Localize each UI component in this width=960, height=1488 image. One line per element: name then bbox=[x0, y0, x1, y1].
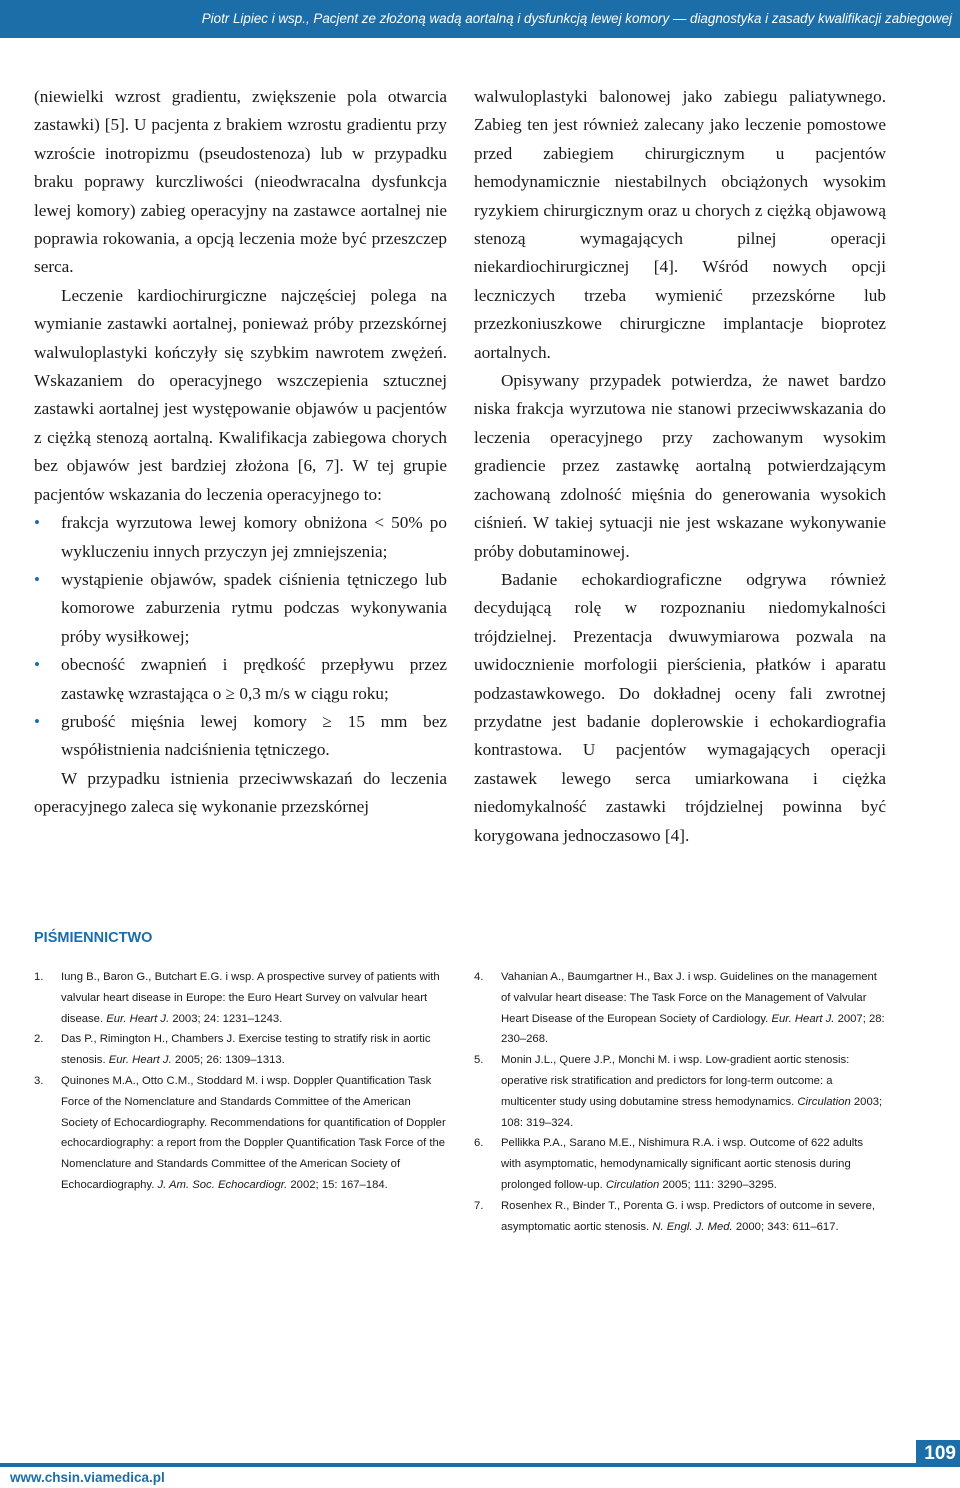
reference-number: 5. bbox=[474, 1054, 484, 1067]
reference-number: 1. bbox=[34, 971, 44, 983]
reference-text: Rosenhex R., Binder T., Porenta G. i wsp. Predictors of outcome in severe, asymptomatic aortic stenosis. bbox=[501, 1199, 876, 1233]
header-authors: Piotr Lipiec i wsp. bbox=[201, 11, 306, 26]
footer-divider bbox=[0, 1463, 916, 1467]
reference-text: Vahanian A., Baumgartner H., Bax J. i wsp. Guidelines on the management of valvular heart disease: The Task Force on the Management of Valvular Heart Disease of the European Society of Cardiology. bbox=[501, 971, 877, 1025]
reference-number: 6. bbox=[474, 1137, 484, 1150]
reference-text: Quinones M.A., Otto C.M., Stoddard M. i wsp. Doppler Quantification Task Force of the Nomenclature and Standards Committee of the American Society of Echocardiography. Recommendations for quantification of Doppler echocardiography: a report from the Doppler Quantification Task Force of the Nomenclature and Standards Committee of the American Society of Echocardiography. bbox=[61, 1074, 446, 1191]
list-item: • frakcja wyrzutowa lewej komory obniżona < 50% po wykluczeniu innych przyczyn jej zmniejszenia; bbox=[34, 509, 447, 566]
running-header bbox=[0, 0, 960, 38]
paragraph: Badanie echokardiograficzne odgrywa również decydującą rolę w rozpoznaniu niedomykalności trójdzielnej. Prezentacja dwuwymiarowa pozwala na uwidocznienie morfologii pierścienia, płatków i aparatu podzastawkowego. Do dokładnej oceny fali zwrotnej przydatne jest badanie doplerowskie i echokardiografia kontrastowa. U pacjentów wymagających operacji zastawek lewego serca umiarkowana i ciężka niedomykalność zastawki trójdzielnej powinna być korygowana jednoczasowo [4]. bbox=[474, 569, 886, 845]
reference-item bbox=[34, 967, 448, 1029]
reference-item bbox=[474, 1133, 886, 1195]
paragraph: Opisywany przypadek potwierdza, że nawet bardzo niska frakcja wyrzutowa nie stanowi przeciwwskazania do leczenia operacyjnego przy zachowanym wysokim gradiencie przez zastawkę aortalną potwierdzającym zachowaną zdolność mięśnia do generowania wysokich ciśnień. W takiej sytuacji nie jest wskazane wykonywanie próby dobutaminowej. bbox=[474, 371, 886, 561]
reference-details: 2000; 343: 611–617. bbox=[732, 1220, 839, 1233]
reference-number: 3. bbox=[34, 1074, 44, 1087]
reference-journal: Circulation bbox=[605, 1178, 660, 1191]
list-item: • obecność zwapnień i prędkość przepływu przez zastawkę wzrastająca o ≥ 0,3 m/s w ciągu roku; bbox=[34, 651, 447, 708]
reference-details: 2005; 111: 3290–3295. bbox=[659, 1178, 777, 1191]
paragraph: W przypadku istnienia przeciwwskazań do leczenia operacyjnego zaleca się wykonanie przezskórnej bbox=[34, 768, 447, 817]
reference-journal: Eur. Heart J. bbox=[771, 1012, 835, 1025]
right-column bbox=[474, 83, 886, 850]
list-item: • wystąpienie objawów, spadek ciśnienia tętniczego lub komorowe zaburzenia rytmu podczas wykonywania próby wysiłkowej; bbox=[34, 566, 447, 651]
left-column bbox=[34, 83, 447, 822]
reference-details: 2002; 15: 167–184. bbox=[287, 1178, 388, 1191]
reference-item bbox=[34, 1071, 448, 1196]
reference-journal: J. Am. Soc. Echocardiogr. bbox=[157, 1178, 288, 1191]
reference-text: Pellikka P.A., Sarano M.E., Nishimura R.A. i wsp. Outcome of 622 adults with asymptomatic, hemodynamically significant aortic stenosis during prolonged follow-up. bbox=[501, 1137, 864, 1191]
reference-number: 2. bbox=[34, 1033, 44, 1046]
reference-details: 2005; 26: 1309–1313. bbox=[171, 1054, 285, 1067]
header-separator: , bbox=[305, 11, 314, 26]
reference-text: Monin J.L., Quere J.P., Monchi M. i wsp. Low-gradient aortic stenosis: operative risk stratification and predictors for long-term outcome: a multicenter study using dobutamine stress hemodynamics. bbox=[501, 1054, 850, 1108]
references-right bbox=[474, 967, 886, 1237]
paragraph: walwuloplastyki balonowej jako zabiegu paliatywnego. Zabieg ten jest również zalecany jako leczenie pomostowe przed zabiegiem chirurgicznym u pacjentów hemodynamicznie niestabilnych obciążonych wysokim ryzykiem chirurgicznym oraz u chorych z ciężką objawową stenozą wymagających pilnej operacji niekardiochirurgicznej [4]. Wśród nowych opcji leczniczych trzeba wymienić przezskórne lub przezkoniuszkowe chirurgiczne implantacje bioprotez aortalnych. bbox=[474, 87, 886, 362]
reference-journal: Eur. Heart J. bbox=[106, 1012, 170, 1025]
reference-item bbox=[34, 1029, 448, 1071]
reference-item bbox=[474, 1196, 886, 1238]
reference-text: Das P., Rimington H., Chambers J. Exercise testing to stratify risk in aortic stenosis. bbox=[61, 1033, 431, 1067]
reference-number: 7. bbox=[474, 1199, 484, 1212]
header-title: Pacjent ze złożoną wadą aortalną i dysfunkcją lewej komory — diagnostyka i zasady kwalifikacji zabiegowej bbox=[313, 11, 952, 26]
reference-details: 2003; 108: 319–324. bbox=[501, 1095, 883, 1129]
list-item: • grubość mięśnia lewej komory ≥ 15 mm bez współistnienia nadciśnienia tętniczego. bbox=[34, 708, 447, 765]
paragraph: (niewielki wzrost gradientu, zwiększenie pola otwarcia zastawki) [5]. U pacjenta z brakiem wzrostu gradientu przy wzroście inotropizmu (pseudostenoza) lub w przypadku braku poprawy kurczliwości (nieodwracalna dysfunkcja lewej komory) zabieg operacyjny na zastawce aortalnej nie poprawia rokowania, a opcją leczenia może być przeszczep serca. bbox=[34, 87, 447, 277]
reference-text: Iung B., Baron G., Butchart E.G. i wsp. A prospective survey of patients with valvular heart disease in Europe: the Euro Heart Survey on valvular heart disease. bbox=[61, 971, 440, 1025]
page-number: 109 bbox=[924, 1443, 956, 1464]
reference-journal: Eur. Heart J. bbox=[108, 1054, 172, 1067]
reference-journal: N. Engl. J. Med. bbox=[652, 1220, 733, 1233]
references-title: PIŚMIENNICTWO bbox=[34, 930, 153, 946]
reference-details: 2007; 28: 230–268. bbox=[501, 1012, 885, 1046]
reference-journal: Circulation bbox=[797, 1095, 851, 1108]
footer-website-link[interactable]: www.chsin.viamedica.pl bbox=[10, 1470, 165, 1485]
reference-item bbox=[474, 1050, 886, 1133]
reference-item bbox=[474, 967, 886, 1050]
references-left bbox=[34, 967, 448, 1196]
reference-details: 2003; 24: 1231–1243. bbox=[169, 1012, 283, 1025]
paragraph: Leczenie kardiochirurgiczne najczęściej polega na wymianie zastawki aortalnej, ponieważ próby przezskórnej walwuloplastyki kończyły się szybkim nawrotem zwężeń. Wskazaniem do operacyjnego wszczepienia sztucznej zastawki aortalnej jest występowanie objawów u pacjentów z ciężką stenozą aortalną. Kwalifikacja zabiegowa chorych bez objawów jest bardziej złożona [6, 7]. W tej grupie pacjentów wskazania do leczenia operacyjnego to: bbox=[34, 285, 447, 504]
reference-number: 4. bbox=[474, 971, 484, 983]
indications-list bbox=[34, 509, 447, 765]
